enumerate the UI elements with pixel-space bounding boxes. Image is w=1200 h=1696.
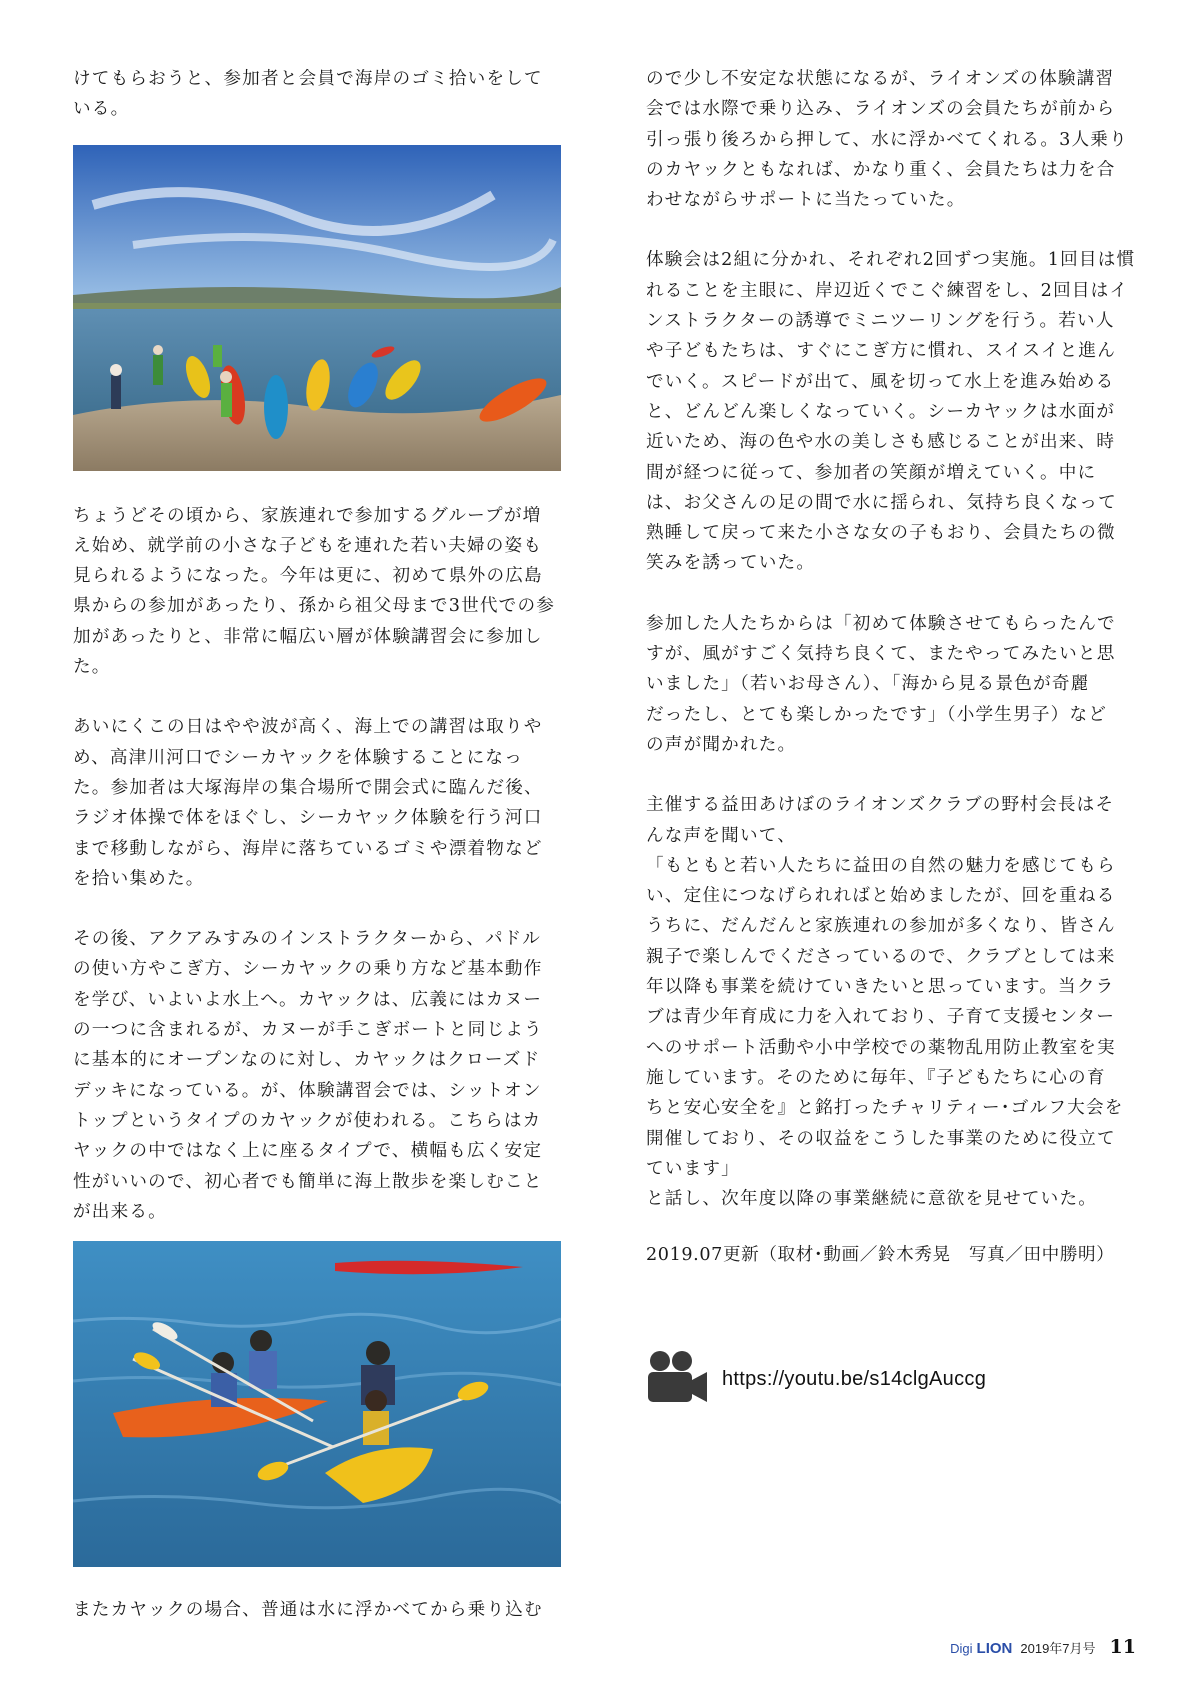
footer-issue: 2019年7月号: [1020, 1641, 1096, 1656]
video-camera-icon: [646, 1350, 708, 1408]
credit-line: 2019.07更新（取材･動画／鈴木秀晃 写真／田中勝明）: [646, 1245, 1115, 1266]
right-paragraph-4: 主催する益田あけぼのライオンズクラブの野村会長はそ んな声を聞いて、 「もともと若い人たちに益田の自然の魅力を感じてもら い、定住につなげられればと始めましたが、回を重ねる うちに、だんだんと家族連れの参加が多くなり、皆さん 親子で楽しんでくださっているので、クラブとしては来 年以降も事業を続けていきたいと思っています。当クラ ブは青少年育成に力を入れており、子育て支援センター へのサポート活動や小中学校での薬物乱用防止教室を実 施しています。そのために毎年、『子どもたちに心の育 ちと安心安全を』と銘打ったチャリティー･ゴルフ大会を 開催しており、その収益をこうした事業のために役立て ています」 と話し、次年度以降の事業継続に意欲を見せていた。: [646, 795, 1124, 1210]
video-url[interactable]: https://youtu.be/s14clgAuccg: [722, 1367, 987, 1390]
page-footer: [950, 1636, 1136, 1658]
family-kayaking-photo: [73, 1241, 561, 1567]
page-number: 11: [1109, 1636, 1136, 1658]
left-paragraph-1: けてもらおうと、参加者と会員で海岸のゴミ拾いをして いる。: [73, 69, 543, 120]
video-link[interactable]: [646, 1350, 986, 1408]
right-paragraph-1: ので少し不安定な状態になるが、ライオンズの体験講習 会では水際で乗り込み、ライオンズの会員たちが前から 引っ張り後ろから押して、水に浮かべてくれる。3人乗り のカヤックともなれば、かなり重く、会員たちは力を合 わせながらサポートに当たっていた。: [646, 69, 1128, 211]
left-column: [73, 64, 565, 1625]
right-paragraph-3: 参加した人たちからは「初めて体験させてもらったんで すが、風がすごく気持ち良くて、またやってみたいと思 いました」（若いお母さん）、「海から見る景色が奇麗 だったし、とても楽しかったです」（小学生男子）など の声が聞かれた。: [646, 613, 1116, 755]
right-column: [646, 64, 1138, 1270]
left-paragraph-3: あいにくこの日はやや波が高く、海上での講習は取りや め、高津川河口でシーカヤックを体験することになっ た。参加者は大塚海岸の集合場所で開会式に臨んだ後、 ラジオ体操で体をほぐし、シーカヤック体験を行う河口 まで移動しながら、海岸に落ちているゴミや漂着物など を拾い集めた。: [73, 717, 543, 889]
footer-lion-logo: LION: [976, 1640, 1013, 1657]
beach-kayaks-photo: [73, 145, 561, 471]
left-paragraph-2: ちょうどその頃から、家族連れで参加するグループが増 え始め、就学前の小さな子どもを連れた若い夫婦の姿も 見られるようになった。今年は更に、初めて県外の広島 県からの参加があったり、孫から祖父母まで3世代での参 加があったりと、非常に幅広い層が体験講習会に参加し た。: [73, 505, 556, 678]
right-paragraph-2: 体験会は2組に分かれ、それぞれ2回ずつ実施。1回目は慣 れることを主眼に、岸辺近くでこぐ練習をし、2回目はイ ンストラクターの誘導でミニツーリングを行う。若い人 や子どもたちは、すぐにこぎ方に慣れ、スイスイと進ん でいく。スピードが出て、風を切って水上を進み始める と、どんどん楽しくなっていく。シーカヤックは水面が 近いため、海の色や水の美しさも感じることが出来、時 間が経つに従って、参加者の笑顔が増えていく。中に は、お父さんの足の間で水に揺られ、気持ち良くなって 熟睡して戻って来た小さな女の子もおり、会員たちの微 笑みを誘っていた。: [646, 250, 1136, 574]
left-paragraph-4: その後、アクアみすみのインストラクターから、パドル の使い方やこぎ方、シーカヤックの乗り方など基本動作 を学び、いよいよ水上へ。カヤックは、広義にはカヌー の一つに含まれるが、カヌーが手こぎボートと同じよう に基本的にオープンなのに対し、カヤックはクローズド デッキになっている。が、体験講習会では、シットオン トップというタイプのカヤックが使われる。こちらはカ ヤックの中ではなく上に座るタイプで、横幅も広く安定 性がいいので、初心者でも簡単に海上散歩を楽しむこと が出来る。: [73, 929, 543, 1222]
left-paragraph-5: またカヤックの場合、普通は水に浮かべてから乗り込む: [73, 1600, 543, 1621]
footer-digi: Digi: [950, 1641, 973, 1656]
